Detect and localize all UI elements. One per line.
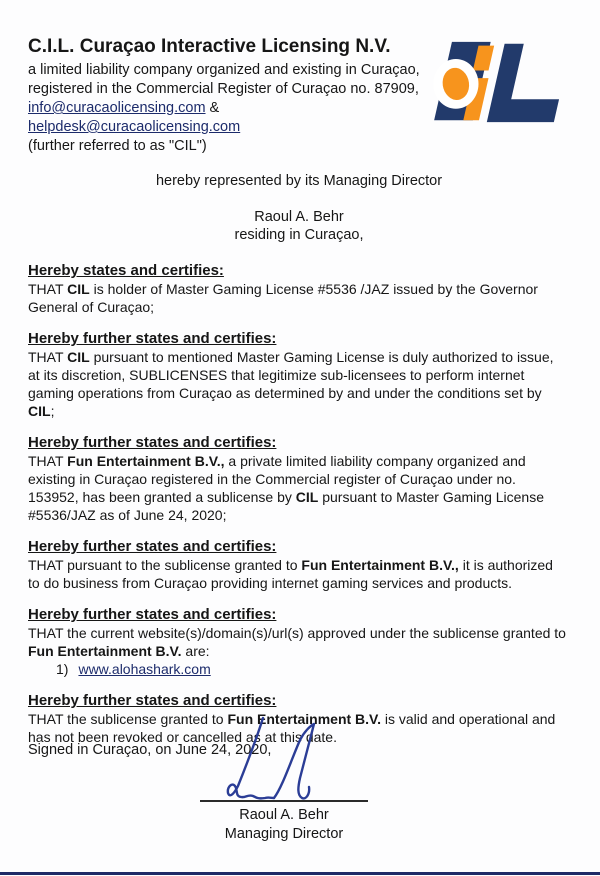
list-number: 1) — [56, 661, 69, 677]
body-text: THAT pursuant to the sublicense granted to — [28, 557, 302, 573]
emphasized-text: Fun Entertainment B.V. — [227, 711, 381, 727]
emphasized-text: CIL — [28, 403, 51, 419]
body-text: a private limited liability company organized and existing in Curaçao registered in the Commercial register of Curaçao under no. 153952, has been granted a sublicense by — [28, 453, 526, 505]
emphasized-text: CIL — [295, 489, 319, 505]
certification-section — [28, 537, 570, 592]
approved-domain-link[interactable]: www.alohashark.com — [78, 661, 211, 677]
emphasized-text: CIL — [67, 349, 90, 365]
section-heading: Hereby states and certifies: — [28, 262, 224, 279]
company-subtitle-2: registered in the Commercial Register of Curaçao no. 87909, — [28, 81, 419, 97]
body-text: ; — [50, 403, 55, 419]
section-heading: Hereby further states and certifies: — [28, 434, 277, 451]
approved-domain-item — [56, 660, 570, 678]
email-link-helpdesk[interactable]: helpdesk@curacaolicensing.com — [28, 119, 241, 135]
section-paragraph — [28, 348, 568, 420]
body-text: THAT — [28, 453, 68, 469]
company-title: C.I.L. Curaçao Interactive Licensing N.V. — [28, 36, 391, 57]
section-paragraph — [28, 280, 568, 316]
body-text: THAT — [28, 349, 68, 365]
represented-line: hereby represented by its Managing Director — [155, 173, 443, 189]
section-heading: Hereby further states and certifies: — [28, 692, 277, 709]
handwritten-signature — [208, 702, 338, 806]
intro-block — [28, 172, 570, 244]
email-separator: & — [205, 100, 220, 116]
signature-line — [200, 800, 368, 802]
cil-logo — [428, 38, 576, 131]
body-text: it is authorized to do business from Curaçao providing internet gaming services and products. — [28, 557, 553, 591]
body-text: THAT — [28, 281, 68, 297]
director-name: Raoul A. Behr — [254, 209, 344, 225]
company-subtitle-3: (further referred to as "CIL") — [28, 138, 207, 154]
certification-section — [28, 261, 570, 316]
certification-section — [28, 329, 570, 420]
section-heading: Hereby further states and certifies: — [28, 538, 277, 555]
sections — [28, 261, 570, 746]
section-paragraph — [28, 556, 568, 592]
section-heading: Hereby further states and certifies: — [28, 606, 277, 623]
body-text: pursuant to mentioned Master Gaming License is duly authorized to issue, at its discretion, SUBLICENSES that legitimize sub-licensees to perform internet gaming operations from Curaçao as determined by and under the conditions set by — [28, 349, 554, 401]
body-text: pursuant to Master Gaming License #5536/JAZ as of June 24, 2020; — [28, 489, 544, 523]
page-bottom-border — [0, 872, 600, 875]
certification-section — [28, 433, 570, 524]
section-paragraph — [28, 452, 568, 524]
body-text: are: — [181, 643, 210, 659]
signatory-title: Managing Director — [224, 826, 344, 842]
body-text: is valid and operational and has not been revoked or cancelled as at this date. — [28, 711, 556, 745]
signatory-name: Raoul A. Behr — [239, 807, 329, 823]
company-subtitle-1: a limited liability company organized and existing in Curaçao, — [28, 62, 420, 78]
emphasized-text: Fun Entertainment B.V. — [28, 643, 182, 659]
residing-line: residing in Curaçao, — [234, 227, 364, 243]
signed-date-line: Signed in Curaçao, on June 24, 2020, — [28, 742, 272, 758]
cil-logo-icon — [428, 38, 576, 126]
body-text: is holder of Master Gaming License #5536 /JAZ issued by the Governor General of Curaçao; — [28, 281, 538, 315]
emphasized-text: CIL — [67, 281, 90, 297]
signatory-block — [200, 800, 368, 844]
body-text: THAT the current website(s)/domain(s)/url(s) approved under the sublicense granted to — [28, 625, 566, 641]
signature-area — [28, 724, 570, 854]
section-paragraph — [28, 624, 568, 660]
letterhead-text — [28, 36, 428, 156]
emphasized-text: Fun Entertainment B.V., — [301, 557, 459, 573]
letterhead — [28, 36, 570, 156]
section-heading: Hereby further states and certifies: — [28, 330, 277, 347]
certification-section — [28, 605, 570, 678]
email-link-info[interactable]: info@curacaolicensing.com — [28, 100, 206, 116]
emphasized-text: Fun Entertainment B.V., — [67, 453, 225, 469]
body-text: THAT the sublicense granted to — [28, 711, 228, 727]
company-contact-line — [28, 99, 428, 137]
